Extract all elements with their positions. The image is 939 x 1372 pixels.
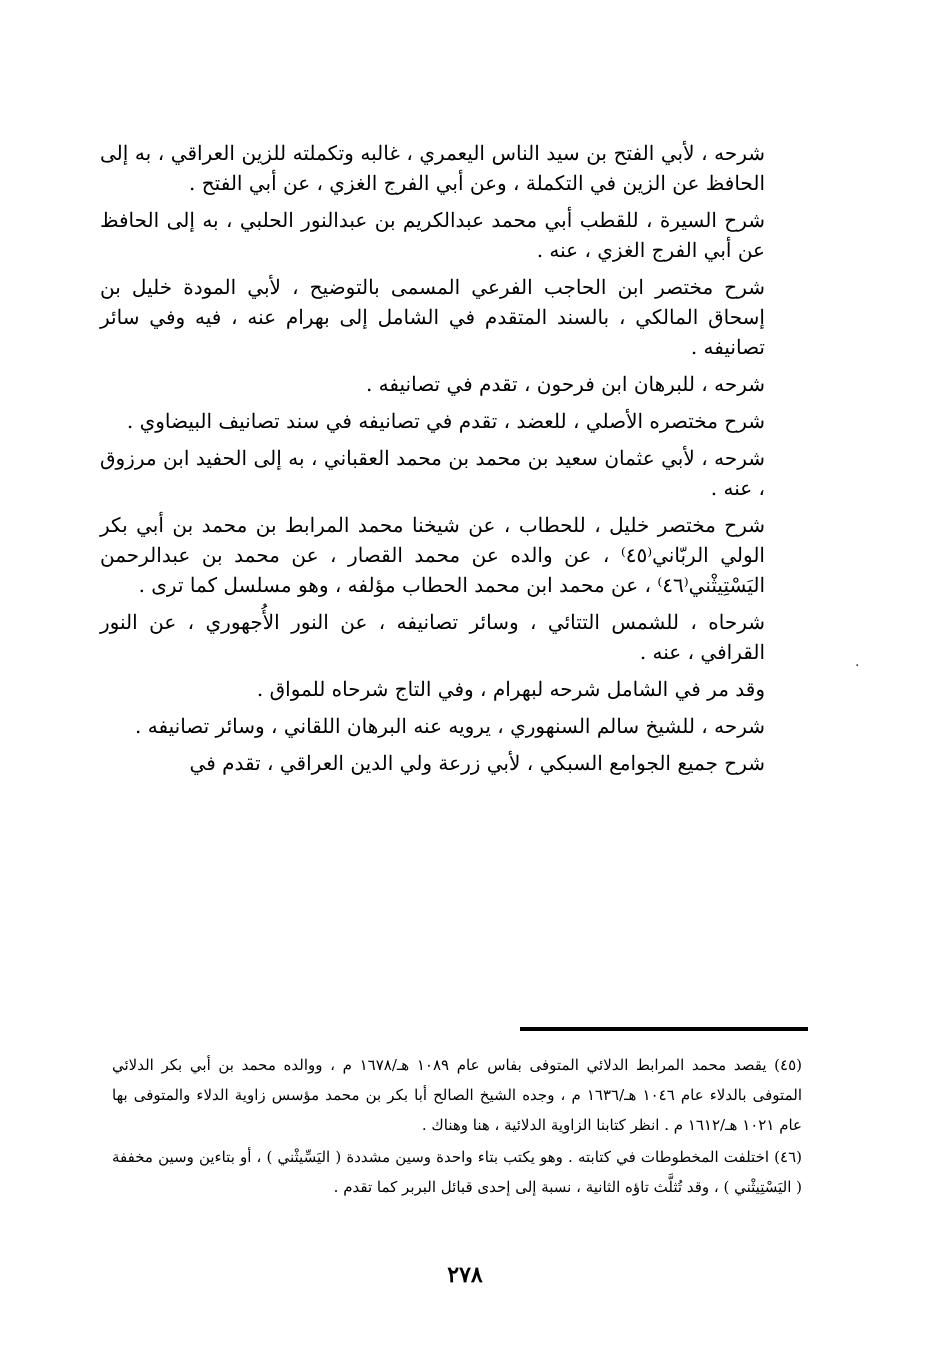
paragraph: شرح مختصر ابن الحاجب الفرعي المسمى بالتوضيح ، لأبي المودة خليل بن إسحاق المالكي ، بالسند المتقدم في الشامل إلى بهرام عنه ، فيه وفي سائر تصانيفه .: [100, 275, 765, 359]
paragraph: وقد مر في الشامل شرحه لبهرام ، وفي التاج شرحاه للمواق .: [256, 677, 765, 701]
paragraph: شرحه ، لأبي الفتح بن سيد الناس اليعمري ، غالبه وتكملته للزين العراقي ، به إلى الحافظ عن الزين في التكملة ، وعن أبي الفرج الغزي ، عن أبي الفتح .: [100, 141, 765, 195]
paragraph: شرحه ، للبرهان ابن فرحون ، تقدم في تصانيفه .: [365, 372, 765, 396]
paragraph: شرح مختصر خليل ، للحطاب ، عن شيخنا محمد المرابط بن محمد بن أبي بكر الولي الربّاني⁽٤٥⁾ ، عن والده عن محمد القصار ، عن محمد بن عبدالرحمن اليَسْتِيثْني⁽٤٦⁾ ، عن محمد ابن محمد الحطاب مؤلفه ، وهو مسلسل كما ترى .: [100, 513, 765, 597]
footnote-divider: [520, 1027, 808, 1031]
paragraph: شرحه ، للشيخ سالم السنهوري ، يرويه عنه البرهان اللقاني ، وسائر تصانيفه .: [135, 714, 765, 738]
paragraph: شرح مختصره الأصلي ، للعضد ، تقدم في تصانيفه في سند تصانيف البيضاوي .: [126, 409, 765, 433]
paragraph: شرحاه ، للشمس التتائي ، وسائر تصانيفه ، عن النور الأُجهوري ، عن النور القرافي ، عنه .: [100, 610, 765, 664]
paragraph: شرحه ، لأبي عثمان سعيد بن محمد بن محمد العقباني ، به إلى الحفيد ابن مرزوق ، عنه .: [100, 446, 765, 500]
footnotes: [112, 1050, 802, 1204]
page-number: ٢٧٨: [447, 1262, 483, 1288]
margin-speck: ·: [855, 658, 860, 674]
paragraph: شرح جميع الجوامع السبكي ، لأبي زرعة ولي الدين العراقي ، تقدم في: [189, 751, 765, 775]
paragraph: شرح السيرة ، للقطب أبي محمد عبدالكريم بن عبدالنور الحلبي ، به إلى الحافظ عن أبي الفرج الغزي ، عنه .: [100, 208, 765, 262]
main-text: [100, 138, 765, 785]
footnote: (٤٦) اختلفت المخطوطات في كتابته . وهو يكتب بتاء واحدة وسين مشددة ( اليَسِّيثْني ) ، أو بتاءين وسين مخففة ( اليَسْتِيثْني ) ، وقد تُثلَّث تاؤه الثانية ، نسبة إلى إحدى قبائل البربر كما تقدم .: [112, 1148, 802, 1196]
footnote: (٤٥) يقصد محمد المرابط الدلائي المتوفى بفاس عام ١٠٨٩ هـ/١٦٧٨ م ، ووالده محمد بن أبي بكر الدلائي المتوفى بالدلاء عام ١٠٤٦ هـ/١٦٣٦ م ، وجده الشيخ الصالح أبا بكر بن محمد مؤسس زاوية الدلاء والمتوفى بها عام ١٠٢١ هـ/١٦١٢ م . انظر كتابنا الزاوية الدلائية ، هنا وهناك .: [112, 1056, 802, 1134]
